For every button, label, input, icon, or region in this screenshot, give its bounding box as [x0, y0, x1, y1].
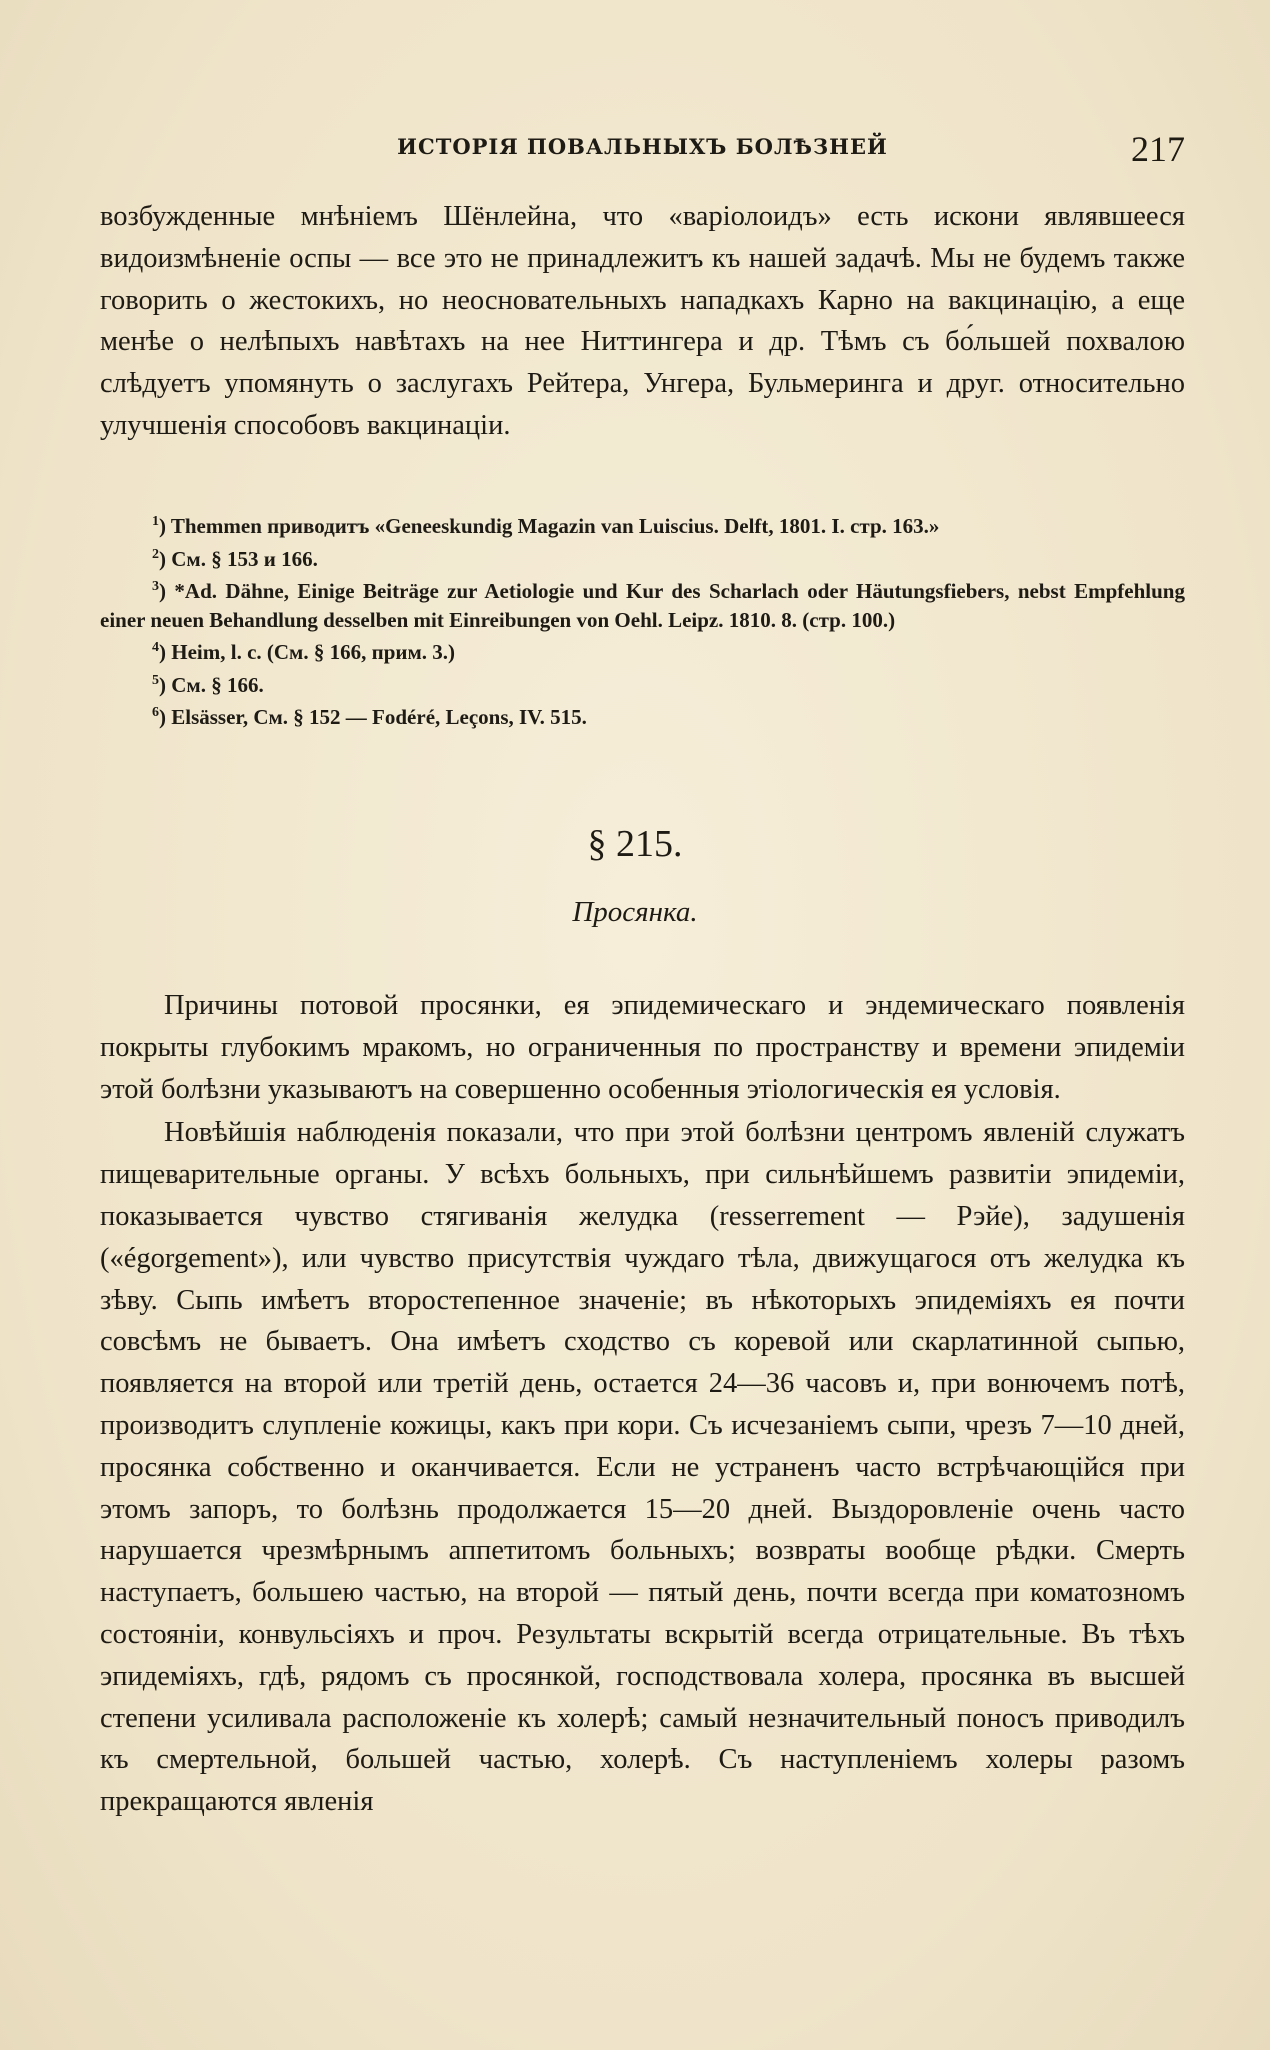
footnote-text: Heim, l. c. (См. § 166, прим. 3.): [171, 640, 456, 664]
footnote-text: Elsässer, См. § 152 — Fodéré, Leçons, IV. 515.: [171, 705, 587, 729]
page-number: 217: [1131, 129, 1185, 169]
footnote-mark: 1: [152, 514, 159, 529]
section-body: [100, 985, 1185, 1823]
footnote-text: Themmen приводитъ «Geneeskundig Magazin van Luiscius. Delft, 1801. I. стр. 163.»: [170, 514, 940, 538]
footnote-text: См. § 166.: [171, 672, 264, 697]
footnote-mark: 5: [152, 672, 159, 688]
footnote: $^2$) См. § 153 и 166.: [152, 546, 318, 571]
footnote: $^4$) Heim, l. c. (См. § 166, прим. 3.): [152, 640, 456, 664]
footnotes: [100, 508, 1185, 732]
paragraph: Причины потовой просянки, ея эпидемическаго и эндемическаго появленія покрыты глубокимъ мракомъ, но ограниченныя по пространству и времени эпидеміи этой болѣзни указываютъ на совершенно особенныя этіологическія ея условія.: [100, 990, 1185, 1105]
footnote-text: *Ad. Dähne, Einige Beiträge zur Aetiologie und Kur des Scharlach oder Häutungsfiebers, nebst Empfehlung einer neuen Behandlung desselben mit Einreibungen von Oehl. Leipz. 1810. 8. (стр. 100.): [100, 579, 1185, 632]
footnote: $^6$) Elsässer, См. § 152 — Fodéré, Leçons, IV. 515.: [152, 705, 587, 729]
footnote-mark: 2: [152, 546, 159, 562]
page-header: [100, 128, 1185, 176]
footnote-mark: 6: [152, 705, 159, 720]
continuation-paragraph-block: [100, 196, 1185, 447]
running-title: ИСТОРІЯ ПОВАЛЬНЫХЪ БОЛѢЗНЕЙ: [397, 134, 888, 159]
section-title: Просянка.: [572, 896, 698, 928]
footnote-mark: 3: [152, 579, 159, 594]
paragraph: Новѣйшія наблюденія показали, что при этой болѣзни центромъ явленій служатъ пищеварительные органы. У всѣхъ больныхъ, при сильнѣйшемъ развитіи эпидеміи, показывается чувство стягиванія желудка (resserrement — Рэйе), задушенія («égorgement»), или чувство присутствія чуждаго тѣла, движущагося отъ желудка къ зѣву. Сыпь имѣетъ второстепенное значеніе; въ нѣкоторыхъ эпидеміяхъ ея почти совсѣмъ не бываетъ. Она имѣетъ сходство съ коревой или скарлатинной сыпью, появляется на второй или третій день, остается 24—36 часовъ и, при вонючемъ потѣ, производитъ слупленіе кожицы, какъ при кори. Съ исчезаніемъ сыпи, чрезъ 7—10 дней, просянка собственно и оканчивается. Если не устраненъ часто встрѣчающійся при этомъ запоръ, то болѣзнь продолжается 15—20 дней. Выздоровленіе очень часто нарушается чрезмѣрнымъ аппетитомъ больныхъ; возвраты вообще рѣдки. Смерть наступаетъ, большею частью, на второй — пятый день, почти всегда при коматозномъ состояніи, конвульсіяхъ и проч. Результаты вскрытій всегда отрицательные. Въ тѣхъ эпидеміяхъ, гдѣ, рядомъ съ просянкой, господствовала холера, просянка въ высшей степени усиливала расположеніе къ холерѣ; самый незначительный поносъ приводилъ къ смертельной, большей частью, холерѣ. Съ наступленіемъ холеры разомъ прекращаются явленія: [100, 1117, 1185, 1818]
continuation-paragraph: возбужденные мнѣніемъ Шёнлейна, что «варіолоидъ» есть искони являвшееся видоизмѣненіе оспы — все это не принадлежитъ къ нашей задачѣ. Мы не будемъ также говорить о жестокихъ, но неосновательныхъ нападкахъ Карно на вакцинацію, а еще менѣе о нелѣпыхъ навѣтахъ на нее Ниттингера и др. Тѣмъ съ бо́льшей похвалою слѣдуетъ упомянуть о заслугахъ Рейтера, Унгера, Бульмеринга и друг. относительно улучшенія способовъ вакцинаціи.: [100, 201, 1185, 441]
footnote: $^5$) См. § 166.: [152, 672, 264, 697]
footnote-text: См. § 153 и 166.: [171, 546, 318, 571]
footnote: $^1$) Themmen приводитъ «Geneeskundig Magazin van Luiscius. Delft, 1801. I. стр. 163.»: [152, 514, 940, 538]
section-number: § 215.: [587, 823, 683, 865]
footnote: $^3$) *Ad. Dähne, Einige Beiträge zur Aetiologie und Kur des Scharlach oder Häutungsfiebers, nebst Empfehlung einer neuen Behandlung desselben mit Einreibungen von Oehl. Leipz. 1810. 8. (стр. 100.): [100, 579, 1185, 632]
footnote-mark: 4: [152, 640, 159, 655]
